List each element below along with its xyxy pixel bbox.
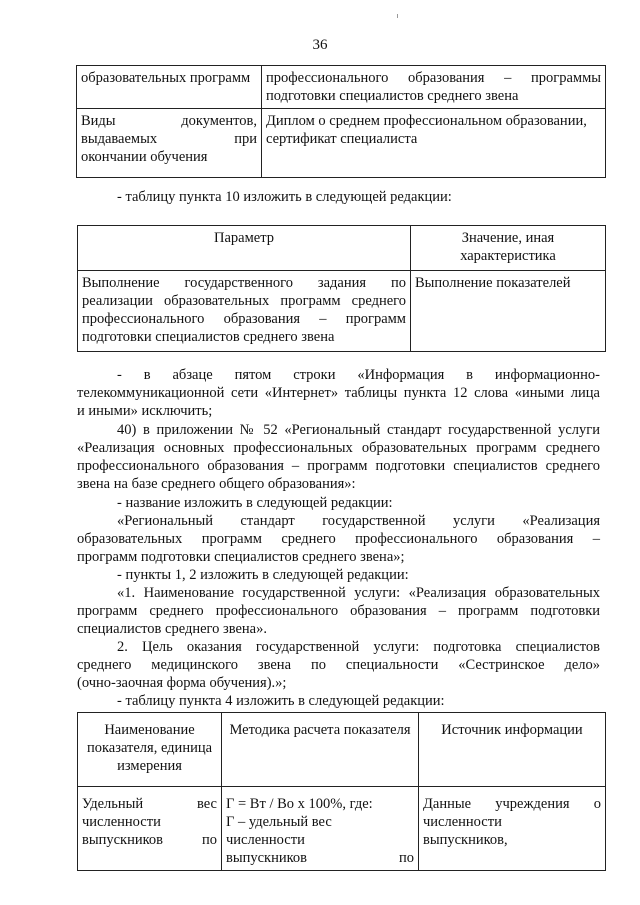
cell-line: реализации образовательных программ среднего: [82, 293, 406, 309]
cell-line: Диплом о среднем профессиональном образовании,: [266, 113, 587, 129]
cell-line: профессионального образования – программ: [82, 311, 406, 327]
cell-line: Виды документов,: [81, 113, 257, 129]
table-1: [76, 65, 606, 178]
table-cell: [77, 109, 262, 178]
paragraph-8: - таблицу пункта 4 изложить в следующей редакции:: [117, 693, 445, 709]
cell-line: Г = Вт / Во х 100%, где:: [226, 796, 373, 812]
table-2: [77, 225, 606, 352]
text-line: «Реализация основных профессиональных образовательных программ среднего: [77, 440, 600, 456]
cell-line: выпускников,: [423, 832, 508, 848]
cell-line: Удельный вес: [82, 796, 217, 812]
text-line: специалистов среднего звена».: [77, 621, 267, 637]
cell-line: выдаваемых при: [81, 131, 257, 147]
text-line: 40) в приложении № 52 «Региональный стандарт государственной услуги: [117, 422, 600, 438]
header-text: Значение, иная характеристика: [460, 230, 556, 264]
text-line: программ подготовки специалистов среднего звена»;: [77, 549, 405, 565]
text-line: «Региональный стандарт государственной услуги «Реализация: [117, 513, 600, 529]
text-line: программ среднего профессионального образования – программ подготовки: [77, 603, 600, 619]
cell-line: подготовки специалистов среднего звена: [82, 329, 335, 345]
cell-line: Г – удельный вес численности: [226, 814, 332, 848]
header-line: измерения: [117, 758, 182, 774]
table-header-cell: [419, 713, 606, 787]
text-line: звена на базе среднего общего образования»:: [77, 476, 356, 492]
table-row: [78, 787, 606, 871]
table-row: [77, 109, 606, 178]
table-3: [77, 712, 606, 871]
text-line: образовательных программ среднего профессионального образования –: [77, 531, 600, 547]
instruction-table-10: - таблицу пункта 10 изложить в следующей редакции:: [117, 189, 452, 205]
cell-text: Выполнение показателей: [415, 275, 571, 291]
table-cell: [262, 109, 606, 178]
table-cell: [411, 271, 606, 352]
table-cell: [78, 271, 411, 352]
paragraph-5: - пункты 1, 2 изложить в следующей редакции:: [117, 567, 409, 583]
cell-line: выпускников по: [226, 850, 414, 866]
table-row: [78, 271, 606, 352]
paragraph-3: - название изложить в следующей редакции:: [117, 495, 393, 511]
table-cell: [419, 787, 606, 871]
table-row: [78, 713, 606, 787]
header-line: показателя, единица: [86, 740, 213, 756]
text-line: телекоммуникационной сети «Интернет» таблицы пункта 12 слова «иными лица: [77, 385, 600, 401]
text-line: профессионального образования – программ подготовки специалистов среднего: [77, 458, 600, 474]
cell-line: окончании обучения: [81, 149, 208, 165]
cell-line: Выполнение государственного задания по: [82, 275, 406, 291]
header-text: Параметр: [214, 230, 274, 246]
cell-line: выпускников по: [82, 832, 217, 848]
table-cell: [222, 787, 419, 871]
text-line: (очно-заочная форма обучения).»;: [77, 675, 287, 691]
table-cell: [77, 66, 262, 109]
paragraph-1: [77, 366, 600, 420]
table-header-cell: [78, 713, 222, 787]
cell-line: профессионального образования – программы: [266, 70, 601, 86]
text-line: «1. Наименование государственной услуги: «Реализация образовательных: [117, 585, 600, 601]
header-line: Наименование: [104, 722, 195, 738]
cell-line: сертификат специалиста: [266, 131, 418, 147]
text-line: - в абзаце пятом строки «Информация в информационно-: [117, 367, 600, 383]
table-row: [78, 226, 606, 271]
text-line: 2. Цель оказания государственной услуги: подготовка специалистов: [117, 639, 600, 655]
header-line: Источник информации: [441, 722, 583, 738]
paragraph-6: [77, 584, 600, 638]
text-line: среднего медицинского звена по специальности «Сестринское дело»: [77, 657, 600, 673]
page-number: 36: [312, 37, 328, 53]
table-header-cell: [78, 226, 411, 271]
table-cell: [262, 66, 606, 109]
cell-line: численности: [82, 814, 161, 830]
cell-line: численности: [423, 814, 502, 830]
scan-mark: [397, 14, 398, 18]
table-row: [77, 66, 606, 109]
table-header-cell: [411, 226, 606, 271]
header-line: Методика расчета показателя: [229, 722, 411, 738]
paragraph-7: [77, 638, 600, 692]
table-header-cell: [222, 713, 419, 787]
cell-line: Данные учреждения о: [423, 796, 601, 812]
cell-text: образовательных программ: [81, 70, 251, 86]
paragraph-2: [77, 421, 600, 493]
table-cell: [78, 787, 222, 871]
text-line: и иными» исключить;: [77, 403, 213, 419]
cell-line: подготовки специалистов среднего звена: [266, 88, 519, 104]
paragraph-4: [77, 512, 600, 566]
